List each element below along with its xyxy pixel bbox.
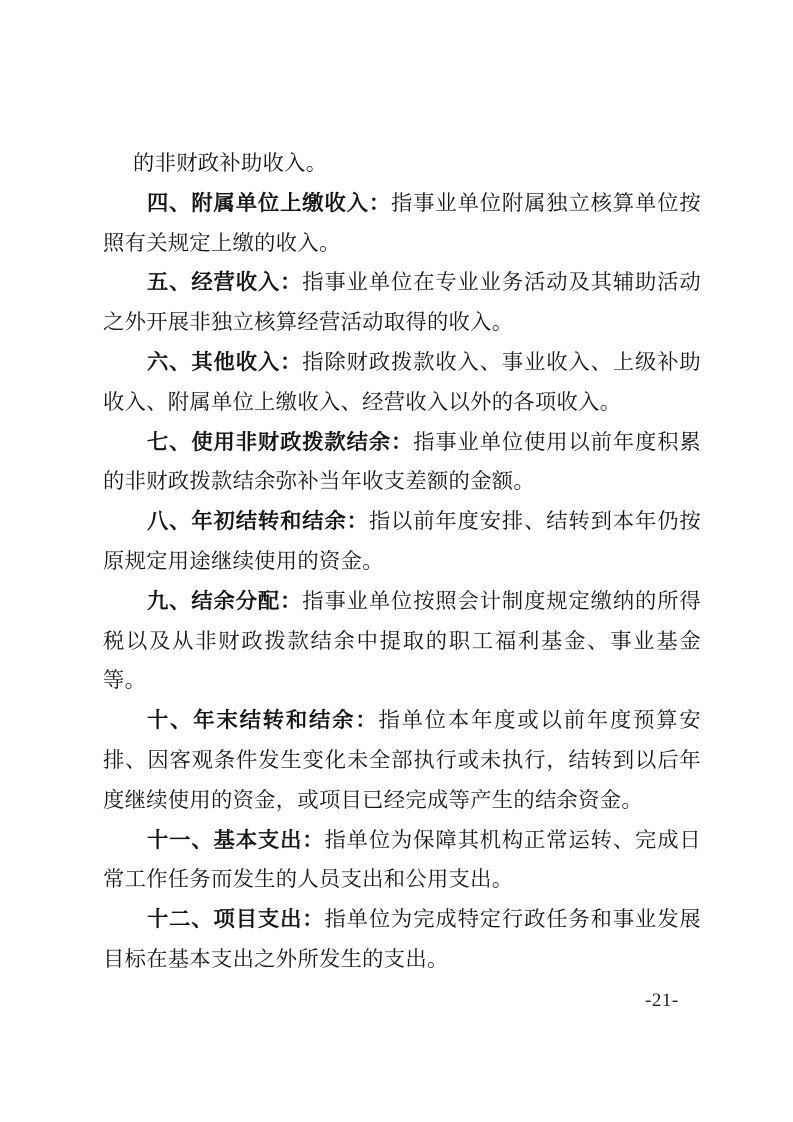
term-definition: 指单位本年度或以前年度预算安排、因客观条件发生变化未全部执行或未执行，结转到以后年度继续使用的资金，或项目已经完成等产生的结余资金。 — [103, 708, 701, 812]
term-label: 六、其他收入： — [147, 349, 303, 374]
definition-paragraph — [103, 821, 701, 901]
definition-paragraph — [103, 701, 701, 820]
definition-paragraph — [103, 502, 701, 582]
term-definition: 指事业单位附属独立核算单位按照有关规定上缴的收入。 — [103, 190, 701, 255]
definition-paragraph — [103, 343, 701, 423]
term-definition: 指事业单位在专业业务活动及其辅助活动之外开展非独立核算经营活动取得的收入。 — [103, 270, 701, 335]
definition-paragraph — [103, 184, 701, 264]
term-label: 四、附属单位上缴收入： — [147, 190, 392, 215]
term-label: 十二、项目支出： — [147, 907, 325, 932]
term-label: 七、使用非财政拨款结余： — [147, 429, 414, 454]
term-label: 十、年末结转和结余： — [147, 708, 379, 733]
term-definition: 指单位为保障其机构正常运转、完成日常工作任务而发生的人员支出和公用支出。 — [103, 827, 701, 892]
term-definition: 指除财政拨款收入、事业收入、上级补助收入、附属单位上缴收入、经营收入以外的各项收入。 — [103, 349, 701, 414]
term-definition: 指事业单位按照会计制度规定缴纳的所得税以及从非财政拨款结余中提取的职工福利基金、事业基金等。 — [103, 588, 701, 693]
definition-paragraph — [103, 423, 701, 503]
term-label: 八、年初结转和结余： — [147, 509, 369, 534]
term-label: 九、结余分配： — [147, 588, 303, 613]
definition-paragraph — [103, 900, 701, 980]
term-definition: 的非财政补助收入。 — [133, 151, 328, 175]
definition-paragraph — [103, 263, 701, 343]
page-number: -21- — [645, 990, 679, 1011]
definition-paragraph — [103, 144, 701, 184]
term-label: 五、经营收入： — [147, 270, 303, 295]
term-definition: 指单位为完成特定行政任务和事业发展目标在基本支出之外所发生的支出。 — [103, 907, 701, 971]
term-definition: 指以前年度安排、结转到本年仍按原规定用途继续使用的资金。 — [103, 509, 701, 573]
term-label: 十一、基本支出： — [147, 827, 325, 852]
term-definition: 指事业单位使用以前年度积累的非财政拨款结余弥补当年收支差额的金额。 — [103, 429, 701, 494]
definition-paragraph — [103, 582, 701, 701]
document-body — [103, 144, 701, 980]
